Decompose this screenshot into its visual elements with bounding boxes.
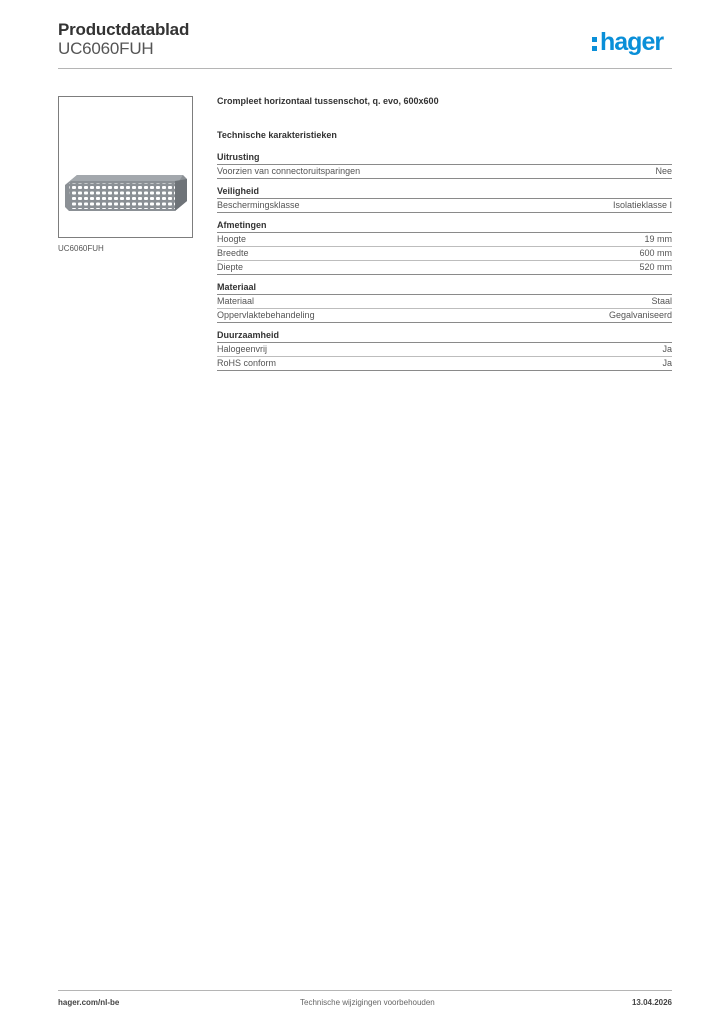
spec-row xyxy=(217,165,672,179)
spec-row xyxy=(217,357,672,371)
footer-date: 13.04.2026 xyxy=(631,998,672,1007)
spec-value: Isolatieklasse I xyxy=(612,200,672,210)
spec-label: Beschermingsklasse xyxy=(217,200,300,210)
spec-value: 19 mm xyxy=(644,234,672,244)
spec-label: Materiaal xyxy=(217,296,255,306)
spec-label: RoHS conform xyxy=(217,358,277,368)
group-title: Duurzaamheid xyxy=(217,329,672,343)
perforated-shelf-image xyxy=(59,97,192,237)
footer-disclaimer: Technische wijzigingen voorbehouden xyxy=(300,998,435,1007)
spec-value: 600 mm xyxy=(639,248,672,258)
product-name: Crompleet horizontaal tussenschot, q. evo, 600x600 xyxy=(217,96,439,106)
group-title: Afmetingen xyxy=(217,219,672,233)
header-divider xyxy=(58,68,672,69)
group-title: Veiligheid xyxy=(217,185,672,199)
spec-row xyxy=(217,233,672,247)
logo-colon-icon xyxy=(592,37,597,51)
spec-label: Diepte xyxy=(217,262,244,272)
spec-label: Oppervlaktebehandeling xyxy=(217,310,315,320)
product-code: UC6060FUH xyxy=(58,39,154,58)
spec-value: Staal xyxy=(651,296,672,306)
spec-group-afmetingen xyxy=(217,219,672,275)
spec-row xyxy=(217,261,672,275)
spec-label: Hoogte xyxy=(217,234,247,244)
product-image xyxy=(58,96,193,238)
spec-label: Breedte xyxy=(217,248,249,258)
spec-label: Halogeenvrij xyxy=(217,344,268,354)
spec-group-duurzaamheid xyxy=(217,329,672,371)
spec-row xyxy=(217,309,672,323)
spec-value: Gegalvaniseerd xyxy=(608,310,672,320)
spec-row xyxy=(217,199,672,213)
spec-row xyxy=(217,343,672,357)
spec-group-uitrusting xyxy=(217,151,672,179)
spec-row xyxy=(217,295,672,309)
spec-label: Voorzien van connectoruitsparingen xyxy=(217,166,361,176)
page-title: Productdatablad xyxy=(58,20,190,39)
image-caption: UC6060FUH xyxy=(58,244,104,253)
spec-heading: Technische karakteristieken xyxy=(217,130,337,140)
hager-logo xyxy=(592,26,663,58)
footer-divider xyxy=(58,990,672,991)
spec-value: Nee xyxy=(655,166,672,176)
spec-group-veiligheid xyxy=(217,185,672,213)
footer-website-link[interactable]: hager.com/nl-be xyxy=(58,998,120,1007)
spec-value: Ja xyxy=(662,358,672,368)
spec-value: 520 mm xyxy=(639,262,672,272)
group-title: Materiaal xyxy=(217,281,672,295)
logo-text: hager xyxy=(600,27,664,56)
spec-row xyxy=(217,247,672,261)
spec-value: Ja xyxy=(662,344,672,354)
group-title: Uitrusting xyxy=(217,151,672,165)
spec-group-materiaal xyxy=(217,281,672,323)
specification-table xyxy=(217,95,672,377)
